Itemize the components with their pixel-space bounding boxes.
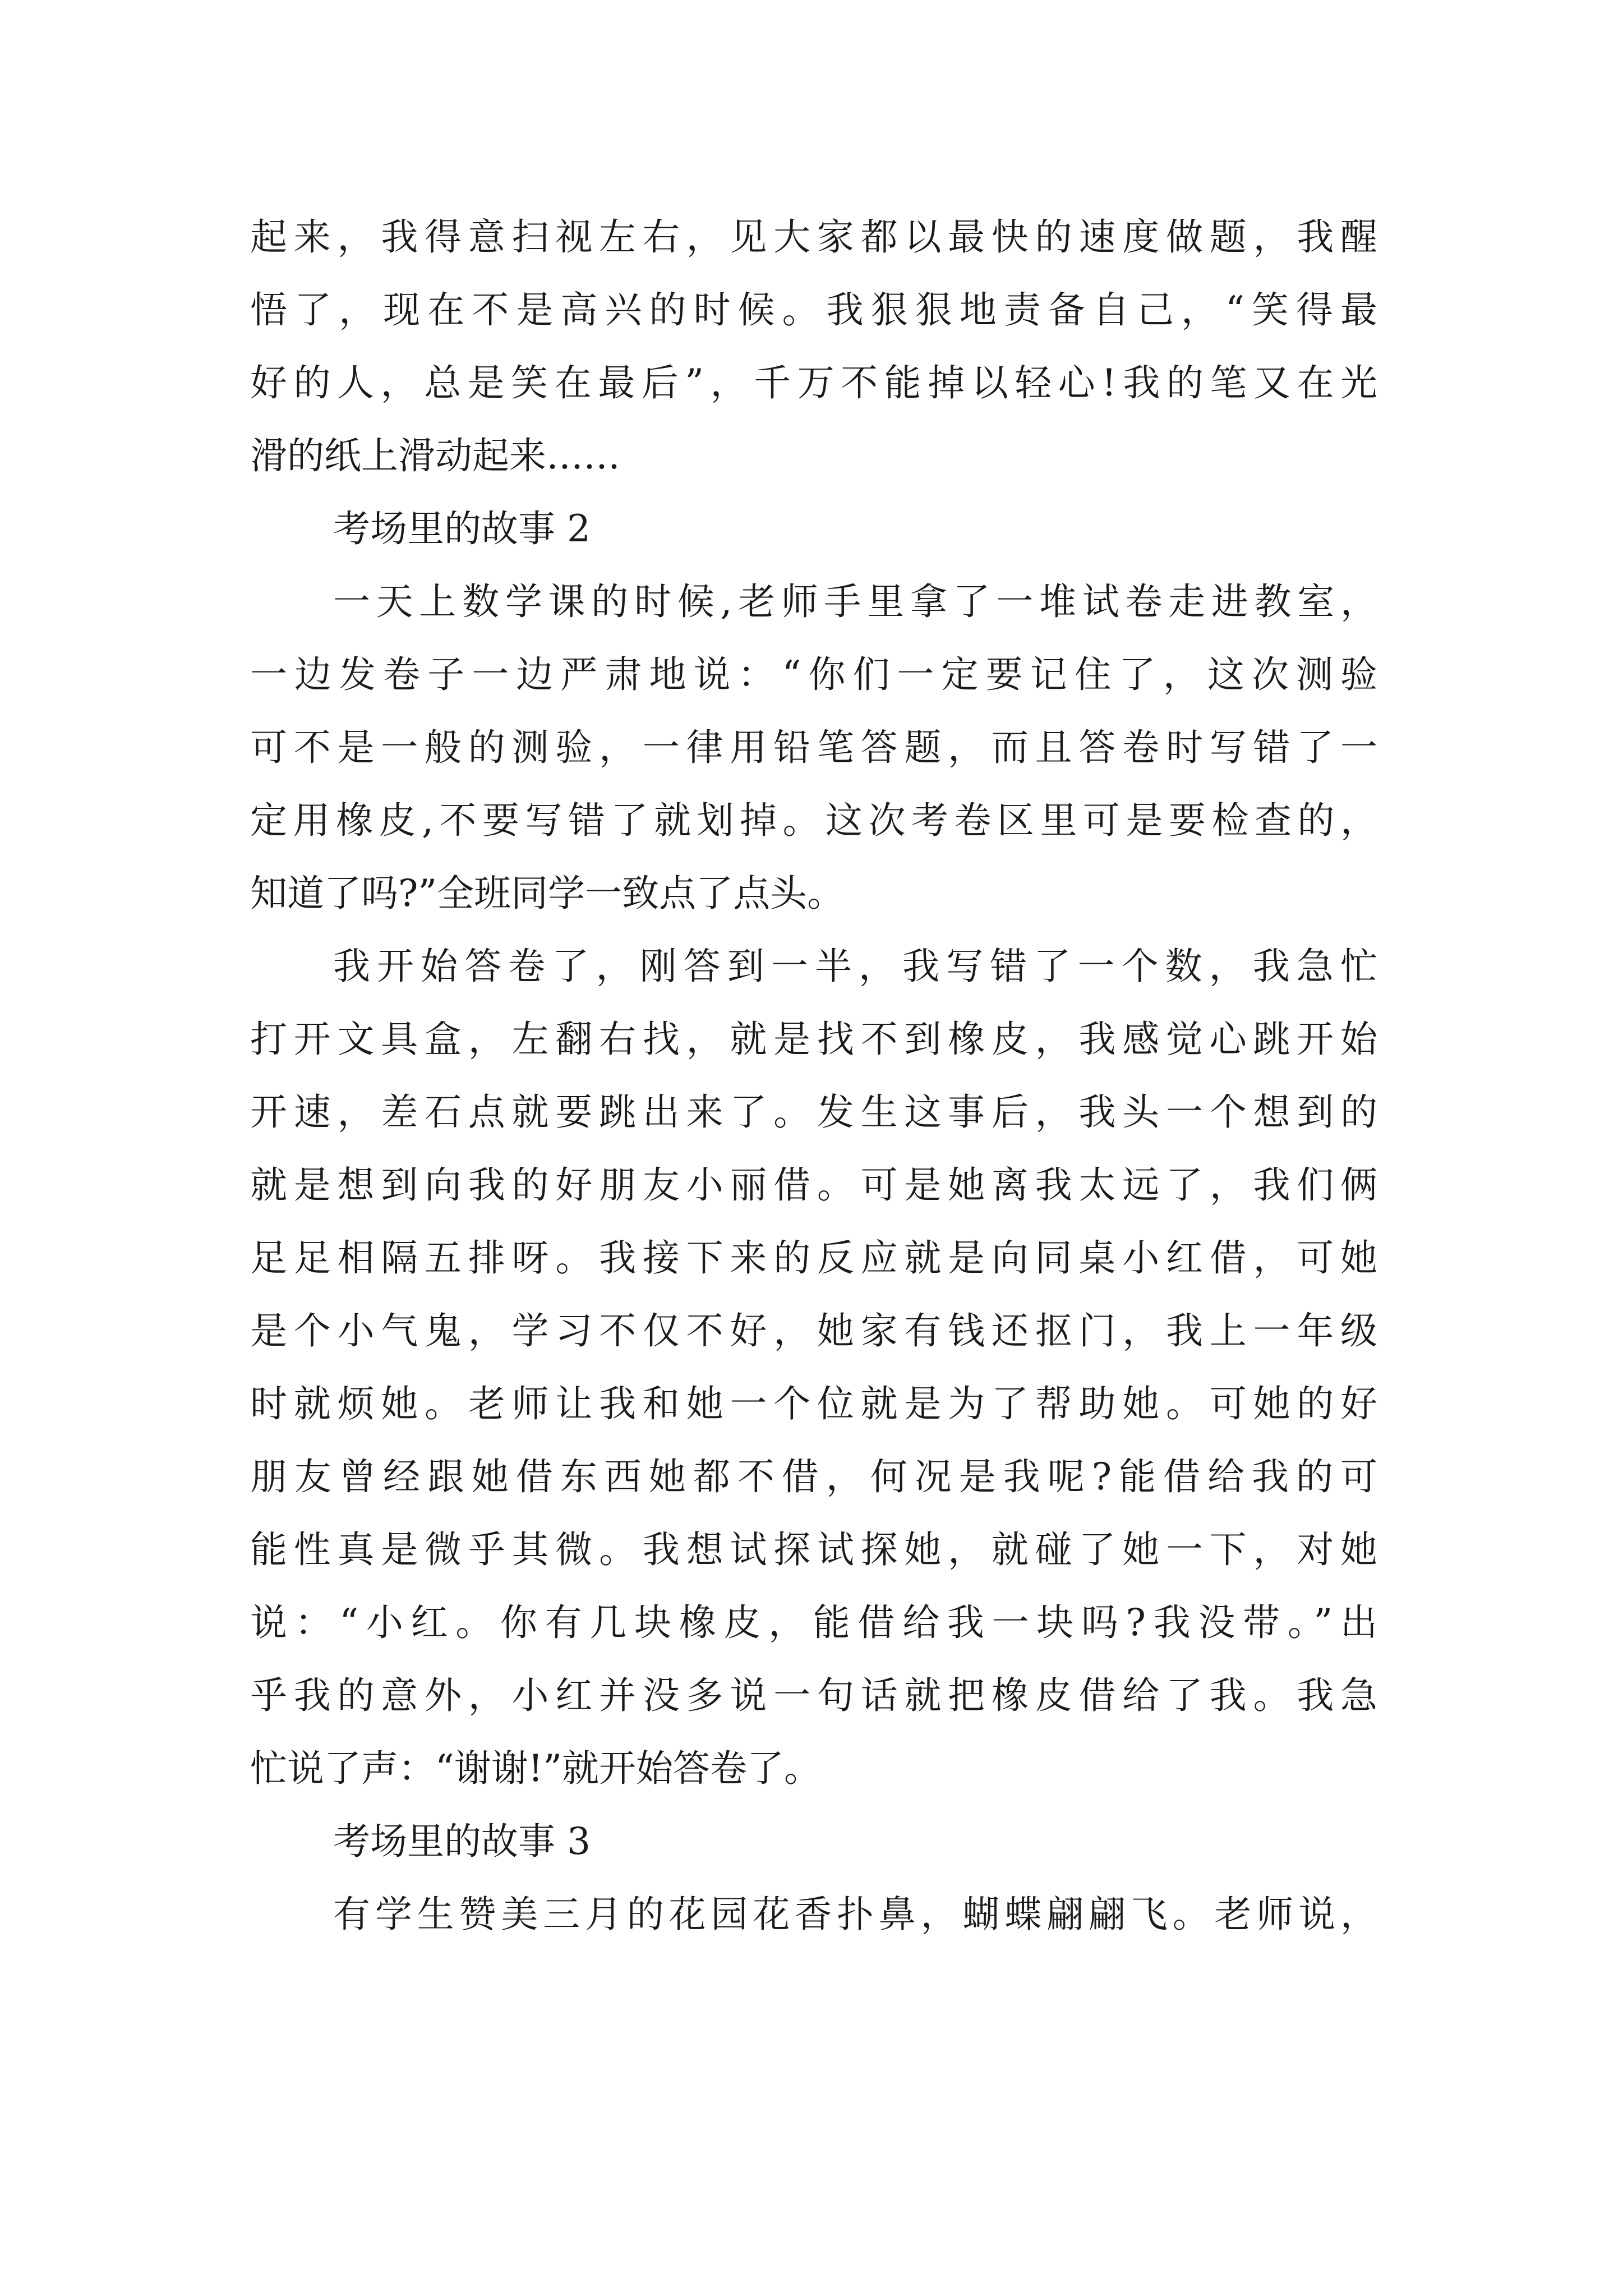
section-heading: 考场里的故事 2 [333, 507, 591, 550]
paragraph-line: 可不是一般的测验，一律用铅笔答题，而且答卷时写错了一 [250, 726, 1377, 769]
document-page [250, 0, 1377, 2296]
paragraph-line: 一天上数学课的时候,老师手里拿了一堆试卷走进教室， [333, 580, 1377, 623]
paragraph-line: 是个小气鬼，学习不仅不好，她家有钱还抠门，我上一年级 [250, 1309, 1377, 1352]
paragraph-line: 有学生赞美三月的花园花香扑鼻，蝴蝶翩翩飞。老师说， [333, 1893, 1377, 1936]
paragraph-line: 起来，我得意扫视左右，见大家都以最快的速度做题，我醒 [250, 215, 1377, 259]
paragraph-line: 就是想到向我的好朋友小丽借。可是她离我太远了，我们俩 [250, 1163, 1377, 1207]
paragraph-line: 好的人，总是笑在最后”，千万不能掉以轻心!我的笔又在光 [250, 361, 1377, 404]
paragraph-line: 忙说了声：“谢谢!”就开始答卷了。 [250, 1747, 822, 1790]
paragraph-line: 说：“小红。你有几块橡皮，能借给我一块吗?我没带。”出 [250, 1601, 1377, 1644]
paragraph-line: 悟了，现在不是高兴的时候。我狠狠地责备自己，“笑得最 [250, 288, 1377, 332]
paragraph-line: 时就烦她。老师让我和她一个位就是为了帮助她。可她的好 [250, 1382, 1377, 1425]
paragraph-line: 我开始答卷了，刚答到一半，我写错了一个数，我急忙 [333, 945, 1377, 988]
paragraph-line: 滑的纸上滑动起来…… [250, 434, 620, 477]
paragraph-line: 定用橡皮,不要写错了就划掉。这次考卷区里可是要检查的， [250, 799, 1377, 842]
paragraph-line: 乎我的意外，小红并没多说一句话就把橡皮借给了我。我急 [250, 1674, 1377, 1717]
paragraph-line: 能性真是微乎其微。我想试探试探她，就碰了她一下，对她 [250, 1528, 1377, 1571]
paragraph-line: 一边发卷子一边严肃地说：“你们一定要记住了，这次测验 [250, 653, 1377, 696]
paragraph-line: 足足相隔五排呀。我接下来的反应就是向同桌小红借，可她 [250, 1236, 1377, 1280]
section-heading: 考场里的故事 3 [333, 1820, 591, 1863]
paragraph-line: 开速，差石点就要跳出来了。发生这事后，我头一个想到的 [250, 1091, 1377, 1134]
paragraph-line: 打开文具盒，左翻右找，就是找不到橡皮，我感觉心跳开始 [250, 1018, 1377, 1061]
paragraph-line: 朋友曾经跟她借东西她都不借，何况是我呢?能借给我的可 [250, 1455, 1377, 1498]
paragraph-line: 知道了吗?”全班同学一致点了点头。 [250, 872, 845, 915]
